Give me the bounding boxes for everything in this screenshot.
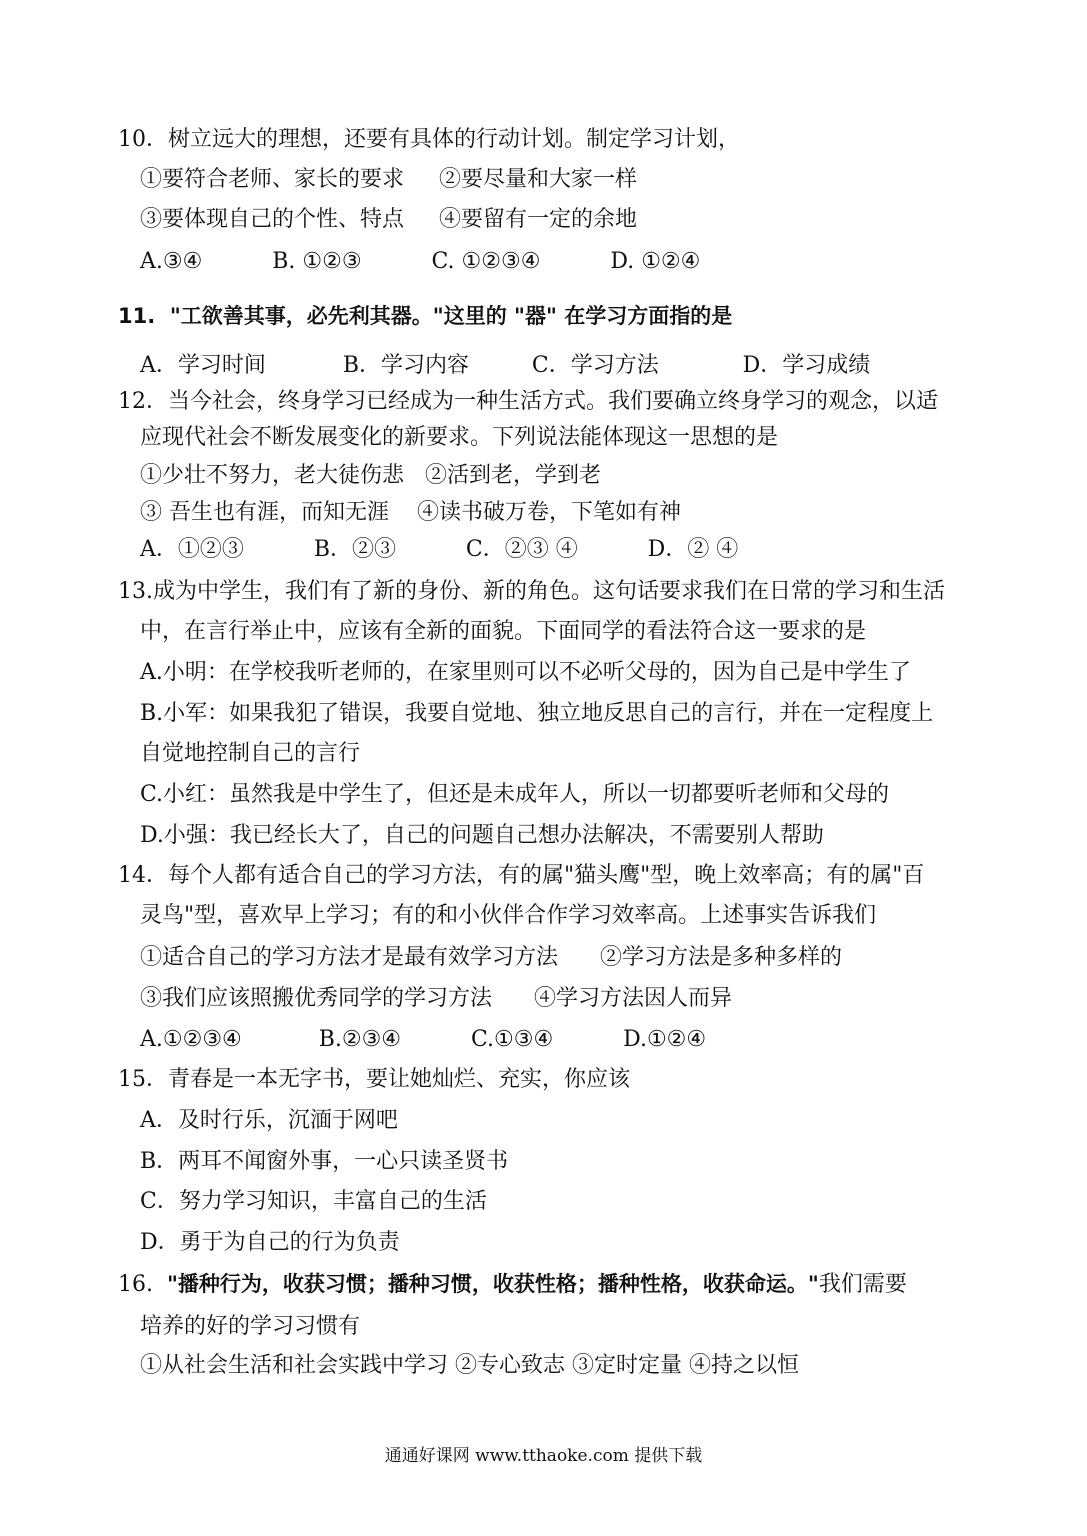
q15-option-b: B．两耳不闻窗外事，一心只读圣贤书	[140, 1149, 509, 1174]
q16-stem-2: 培养的好的学习习惯有	[140, 1314, 361, 1339]
q15-stem: 15．青春是一本无字书，要让她灿烂、充实，你应该	[118, 1067, 630, 1092]
q16-quote: "播种行为，收获习惯；播种习惯，收获性格；播种性格，收获命运。"	[166, 1272, 819, 1296]
q14-stem-1: 14．每个人都有适合自己的学习方法，有的属"猫头鹰"型，晚上效率高；有的属"百	[118, 863, 925, 888]
q13-option-d: D.小强：我已经长大了，自己的问题自己想办法解决，不需要别人帮助	[140, 823, 824, 848]
q11-options: A．学习时间 B．学习内容 C．学习方法 D．学习成绩	[140, 353, 871, 378]
q16-stem-1	[118, 1270, 907, 1299]
q13-stem-2: 中，在言行举止中，应该有全新的面貌。下面同学的看法符合这一要求的是	[140, 619, 867, 644]
q12-stem-1: 12．当今社会，终身学习已经成为一种生活方式。我们要确立终身学习的观念，以适	[118, 389, 938, 414]
q12-stem-2: 应现代社会不断发展变化的新要求。下列说法能体现这一思想的是	[140, 425, 779, 450]
q14-stem-2: 灵鸟"型，喜欢早上学习；有的和小伙伴合作学习效率高。上述事实告诉我们	[140, 903, 877, 928]
q14-options: A.①②③④ B.②③④ C.①③④ D.①②④	[140, 1027, 707, 1052]
q14-items-2: ③我们应该照搬优秀同学的学习方法 ④学习方法因人而异	[140, 986, 732, 1011]
q13-option-a: A.小明：在学校我听老师的，在家里则可以不必听父母的，因为自己是中学生了	[140, 660, 911, 685]
q16-number: 16.	[118, 1272, 167, 1297]
q12-options: A．①②③ B．②③ C．②③ ④ D．② ④	[140, 537, 739, 562]
page-footer: 通通好课网 www.tthaoke.com 提供下载	[384, 1446, 703, 1466]
q16-items-1: ①从社会生活和社会实践中学习 ②专心致志 ③定时定量 ④持之以恒	[140, 1353, 799, 1378]
q10-options: A.③④ B. ①②③ C. ①②③④ D. ①②④	[140, 249, 701, 274]
q15-option-d: D．勇于为自己的行为负责	[140, 1230, 400, 1255]
q14-items-1: ①适合自己的学习方法才是最有效学习方法 ②学习方法是多种多样的	[140, 945, 842, 970]
q13-option-b-2: 自觉地控制自己的言行	[140, 741, 361, 766]
q15-option-a: A．及时行乐，沉湎于网吧	[140, 1108, 398, 1133]
q10-items-2: ③要体现自己的个性、特点 ④要留有一定的余地	[140, 207, 637, 232]
q16-stem-rest: 我们需要	[818, 1272, 907, 1297]
q12-items-1: ①少壮不努力，老大徒伤悲 ②活到老，学到老	[140, 463, 601, 488]
q11-stem: 11. "工欲善其事，必先利其器。"这里的 "器" 在学习方面指的是	[118, 304, 733, 328]
q13-stem-1: 13.成为中学生，我们有了新的身份、新的角色。这句话要求我们在日常的学习和生活	[118, 579, 945, 604]
q10-stem: 10．树立远大的理想，还要有具体的行动计划。制定学习计划，	[118, 127, 740, 152]
q10-items-1: ①要符合老师、家长的要求 ②要尽量和大家一样	[140, 167, 637, 192]
q13-option-b-1: B.小军：如果我犯了错误，我要自觉地、独立地反思自己的言行，并在一定程度上	[140, 701, 934, 726]
q15-option-c: C．努力学习知识，丰富自己的生活	[140, 1189, 487, 1214]
q12-items-2: ③ 吾生也有涯，而知无涯 ④读书破万卷，下笔如有神	[140, 500, 681, 525]
q13-option-c: C.小红：虽然我是中学生了，但还是未成年人，所以一切都要听老师和父母的	[140, 782, 890, 807]
